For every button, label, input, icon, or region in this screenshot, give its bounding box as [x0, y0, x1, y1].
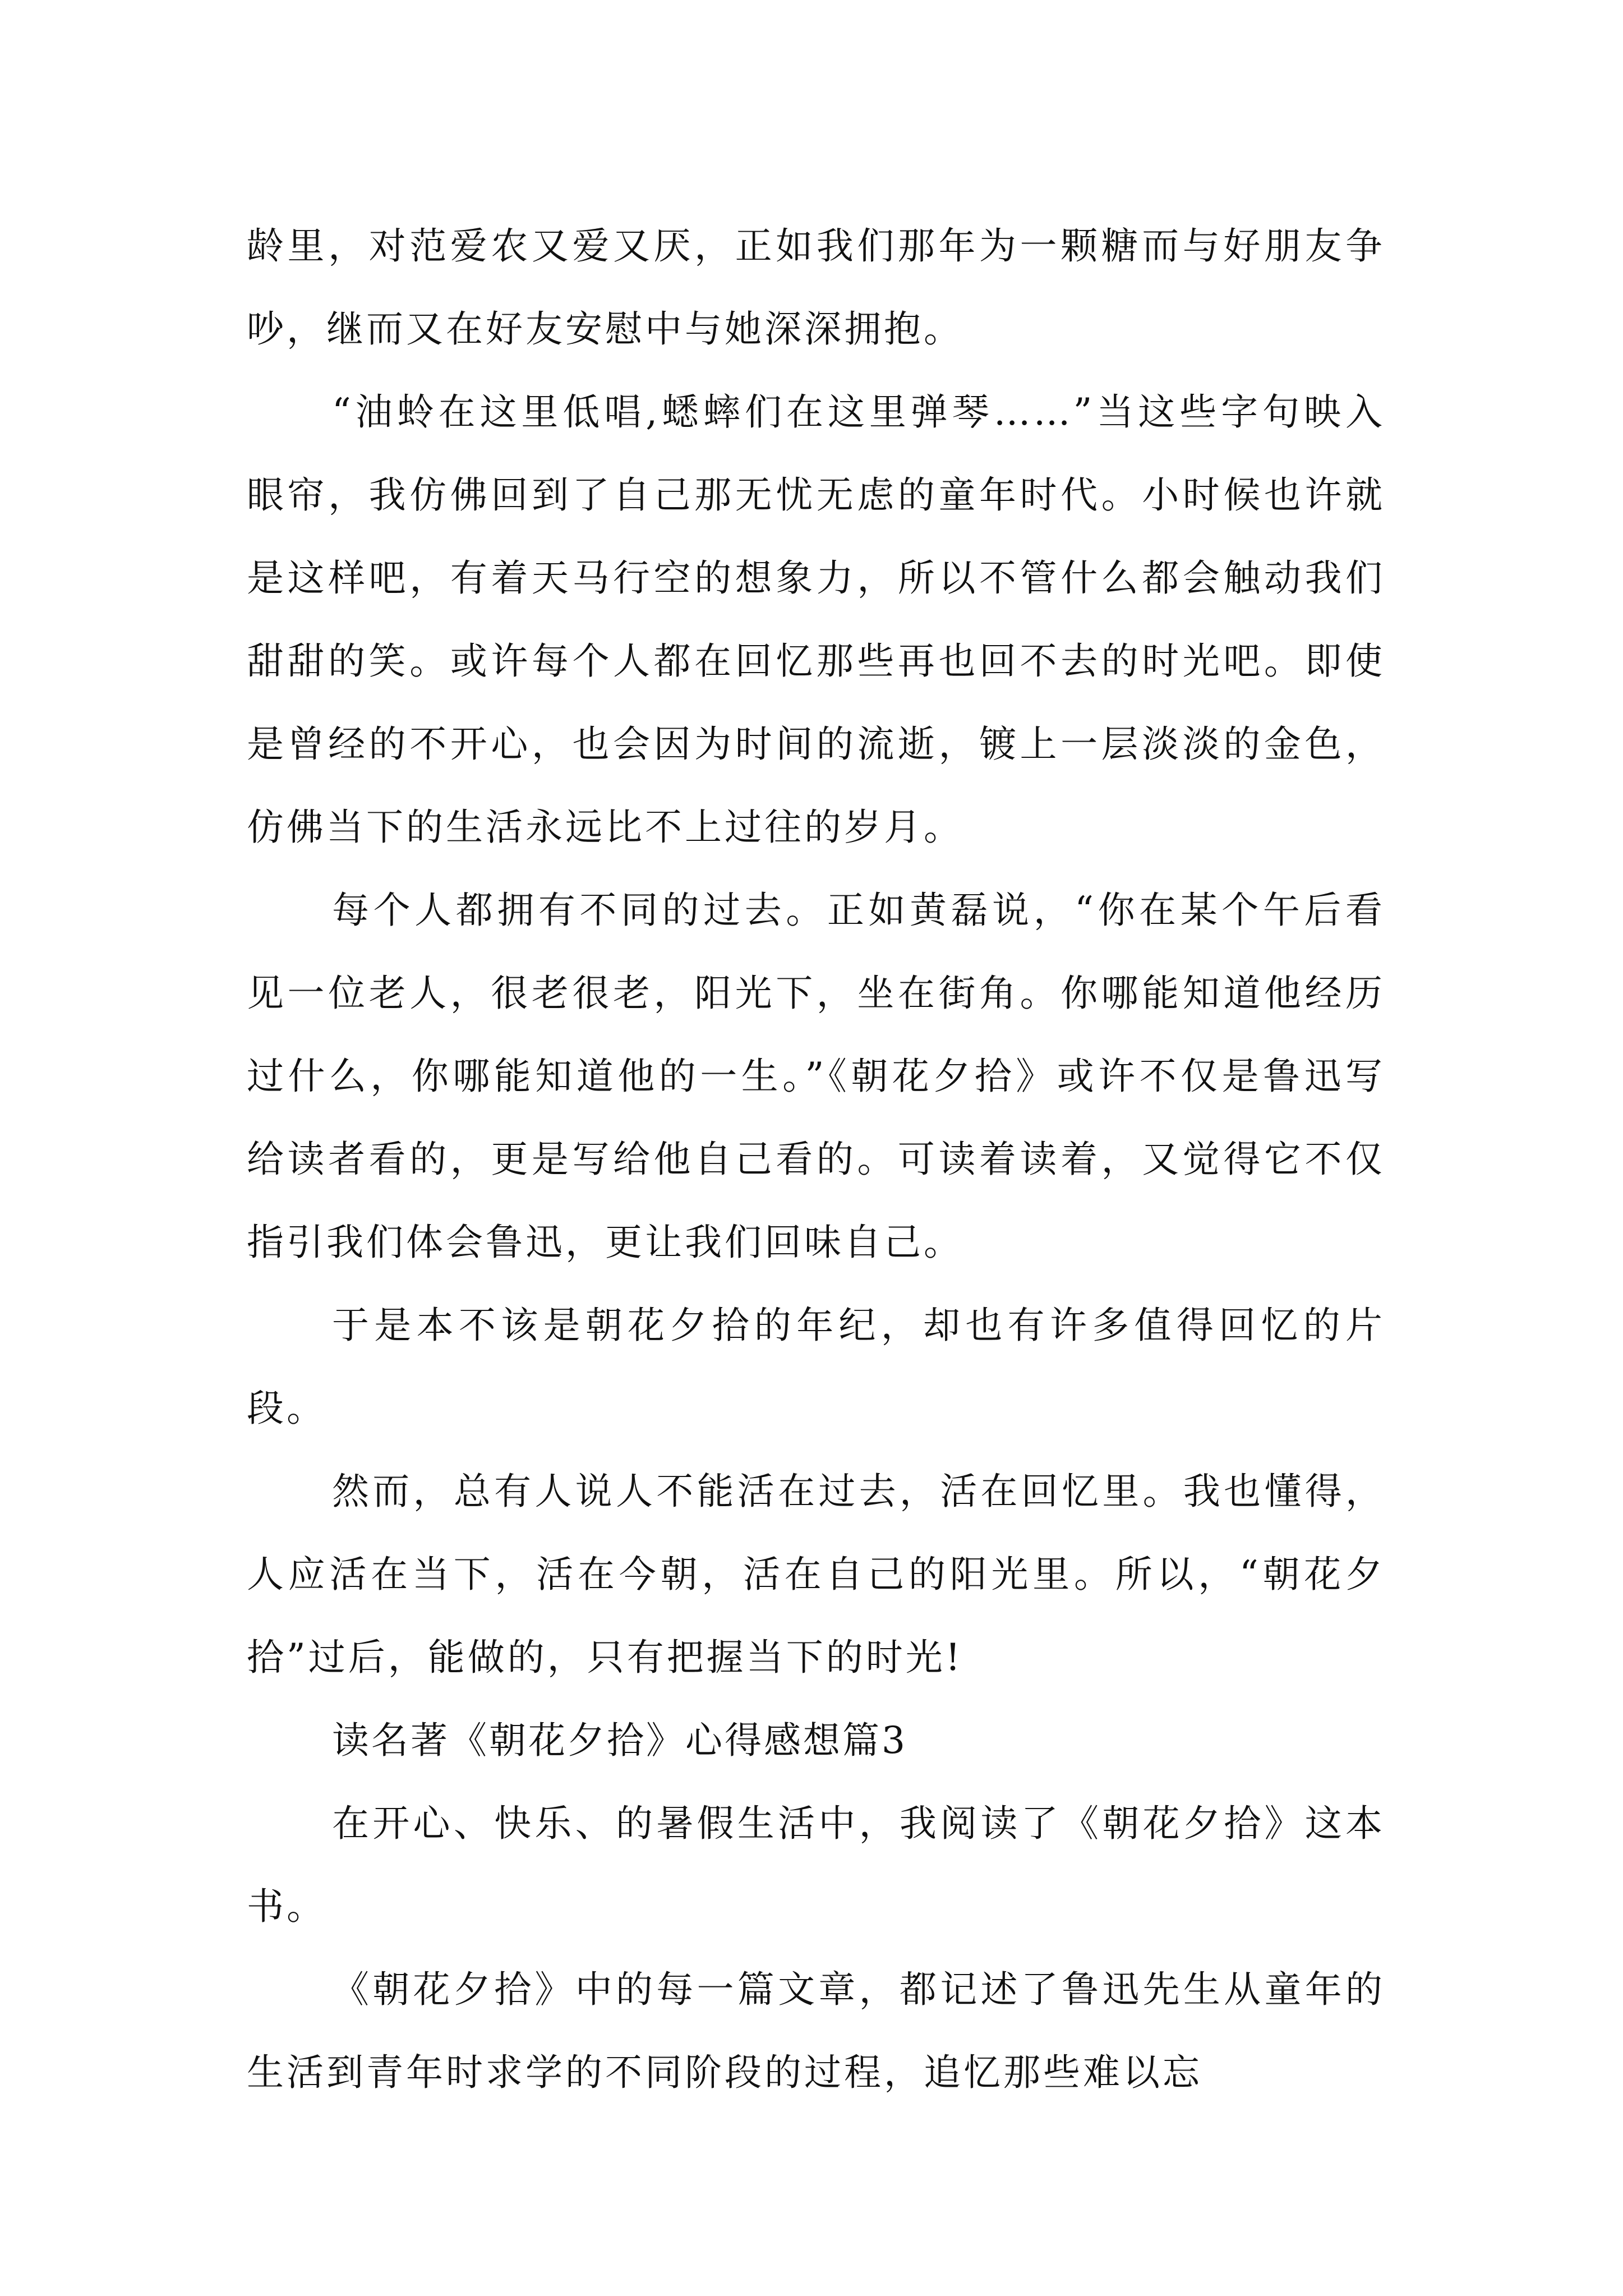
paragraph-3: 每个人都拥有不同的过去。正如黄磊说，“你在某个午后看见一位老人，很老很老，阳光下，坐在街角。你哪能知道他经历过什么，你哪能知道他的一生。”《朝花夕拾》或许不仅是鲁迅写给读者看的，更是写给他自己看的。可读着读着，又觉得它不仅指引我们体会鲁迅，更让我们回味自己。	[247, 889, 1385, 1264]
paragraph-5: 然而，总有人说人不能活在过去，活在回忆里。我也懂得，人应活在当下，活在今朝，活在自己的阳光里。所以，“朝花夕拾”过后，能做的，只有把握当下的时光!	[247, 1470, 1385, 1679]
paragraph-4: 于是本不该是朝花夕拾的年纪，却也有许多值得回忆的片段。	[247, 1304, 1385, 1430]
section-heading: 读名著《朝花夕拾》心得感想篇3	[332, 1719, 907, 1762]
document-body	[247, 205, 1385, 2114]
paragraph-8: 《朝花夕拾》中的每一篇文章，都记述了鲁迅先生从童年的生活到青年时求学的不同阶段的过程，追忆那些难以忘	[247, 1968, 1385, 2094]
paragraph-2: “油蛉在这里低唱,蟋蟀们在这里弹琴……”当这些字句映入眼帘，我仿佛回到了自己那无忧无虑的童年时代。小时候也许就是这样吧，有着天马行空的想象力，所以不管什么都会触动我们甜甜的笑。或许每个人都在回忆那些再也回不去的时光吧。即使是曾经的不开心，也会因为时间的流逝，镀上一层淡淡的金色，仿佛当下的生活永远比不上过往的岁月。	[247, 390, 1385, 849]
paragraph-7: 在开心、快乐、的暑假生活中，我阅读了《朝花夕拾》这本书。	[247, 1802, 1385, 1928]
paragraph-1: 龄里，对范爱农又爱又厌，正如我们那年为一颗糖而与好朋友争吵，继而又在好友安慰中与她深深拥抱。	[247, 224, 1385, 351]
